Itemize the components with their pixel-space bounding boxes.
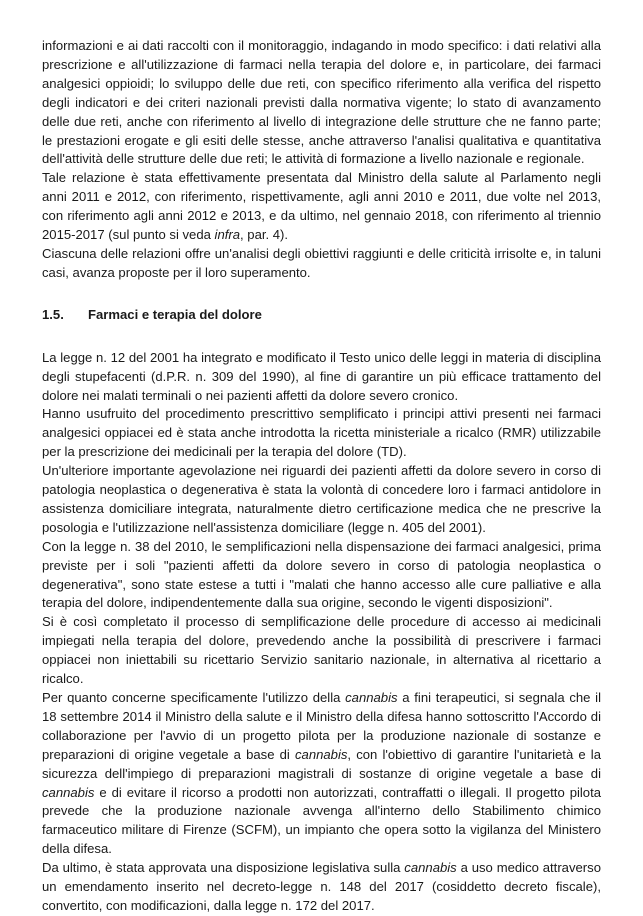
paragraph xyxy=(42,859,601,916)
text-run: Hanno usufruito del procedimento prescrittivo semplificato i principi attivi presenti nei farmaci analgesici oppiacei ed è stata anche introdotta la ricetta ministeriale a ricalco (RMR) utilizzabile per la prescrizione dei medicinali per la terapia del dolore (TD). xyxy=(42,406,601,460)
paragraph xyxy=(42,538,601,614)
text-run: Si è così completato il processo di semplificazione delle procedure di accesso ai medicinali impiegati nella terapia del dolore, prevedendo anche la possibilità di prescrivere i farmaci oppiacei non iniettabili su ricettario Servizio sanitario nazionale, in alternativa al ricettario a ricalco. xyxy=(42,614,601,687)
section-title: Farmaci e terapia del dolore xyxy=(88,306,262,322)
body-text-bottom xyxy=(42,349,601,916)
paragraph xyxy=(42,462,601,538)
text-run: La legge n. 12 del 2001 ha integrato e modificato il Testo unico delle leggi in materia di disciplina degli stupefacenti (d.P.R. n. 309 del 1990), al fine di garantire un più efficace trattamento del dolore nei malati terminali o nei pazienti affetti da dolore severo cronico. xyxy=(42,349,601,403)
document-page xyxy=(42,37,601,916)
paragraph xyxy=(42,169,601,245)
text-run: a fini terapeutici, si segnala che il 18 settembre 2014 il Ministro della salute e il Ministro della difesa hanno sottoscritto l'Accordo di collaborazione per l'avvio di un progetto pilota per la produzione nazionale di sostanze e preparazioni di origine vegetale a base di xyxy=(42,690,601,762)
section-number: 1.5. xyxy=(42,306,64,322)
text-run: Ciascuna delle relazioni offre un'analisi degli obiettivi raggiunti e delle criticità irrisolte e, in taluni casi, avanza proposte per il loro superamento. xyxy=(42,245,601,280)
text-run: , con l'obiettivo di garantire l'unitarietà e la sicurezza dell'impiego di preparazioni magistrali di sostanze di origine vegetale a base di xyxy=(42,746,601,781)
text-run: , par. 4). xyxy=(240,227,289,243)
paragraph xyxy=(42,349,601,406)
italic-text: cannabis xyxy=(294,746,348,762)
paragraph xyxy=(42,37,601,169)
italic-text: cannabis xyxy=(404,860,457,876)
text-run: Con la legge n. 38 del 2010, le semplificazioni nella dispensazione dei farmaci analgesici, prima previste per i soli "pazienti affetti da dolore severo in corso di patologia neoplastica o degenerativa", sono state estese a tutti i "malati che hanno accesso alle cure palliative e alla terapia del dolore, indipendentemente dalla sua origine, secondo le vigenti disposizioni". xyxy=(42,538,601,611)
body-text-top xyxy=(42,37,601,283)
italic-text: cannabis xyxy=(42,784,95,800)
text-run: Per quanto concerne specificamente l'utilizzo della xyxy=(42,690,346,705)
text-run: Tale relazione è stata effettivamente presentata dal Ministro della salute al Parlamento negli anni 2011 e 2012, con riferimento, rispettivamente, agli anni 2010 e 2011, due volte nel 2013, con riferimento agli anni 2012 e 2013, e da ultimo, nel gennaio 2018, con riferimento al triennio 2015-2017 (sul punto si veda xyxy=(42,170,601,243)
italic-text: infra xyxy=(214,227,241,243)
text-run: e di evitare il ricorso a prodotti non autorizzati, contraffatti o illegali. Il progetto pilota prevede che la produzione nazionale avvenga all'interno dello Stabilimento chimico farmaceutico militare di Firenze (SCFM), un impianto che opera sotto la vigilanza del Ministero della difesa. xyxy=(42,784,601,857)
text-run: informazioni e ai dati raccolti con il monitoraggio, indagando in modo specifico: i dati relativi alla prescrizione e all'utilizzazione di farmaci nella terapia del dolore e, in particolare, dei farmaci analgesici oppioidi; lo sviluppo delle due reti, con specifico riferimento alla verifica del rispetto degli indicatori e dei criteri nazionali previsti dalla normativa vigente; lo stato di avanzamento delle due reti, anche con riferimento al livello di integrazione delle strutture che ne fanno parte; le prestazioni erogate e gli esiti delle stesse, anche attraverso l'analisi qualitativa e quantitativa dell'attività delle strutture delle due reti; le attività di formazione a livello nazionale e regionale. xyxy=(42,38,601,167)
text-run: Un'ulteriore importante agevolazione nei riguardi dei pazienti affetti da dolore severo in corso di patologia neoplastica o degenerativa è stata la volontà di concedere loro i farmaci antidolore in assistenza domiciliare integrata, naturalmente dietro certificazione medica che ne prescrive la posologia e l'utilizzazione nell'assistenza domiciliare (legge n. 405 del 2001). xyxy=(42,463,601,535)
section-heading xyxy=(42,306,601,325)
text-run: a uso medico attraverso un emendamento inserito nel decreto-legge n. 148 del 2017 (cosiddetto decreto fiscale), convertito, con modificazioni, dalla legge n. 172 del 2017. xyxy=(42,860,601,913)
paragraph xyxy=(42,689,601,859)
paragraph xyxy=(42,405,601,462)
paragraph xyxy=(42,245,601,283)
text-run: Da ultimo, è stata approvata una disposizione legislativa sulla xyxy=(42,860,405,876)
paragraph xyxy=(42,613,601,689)
italic-text: cannabis xyxy=(345,690,398,705)
